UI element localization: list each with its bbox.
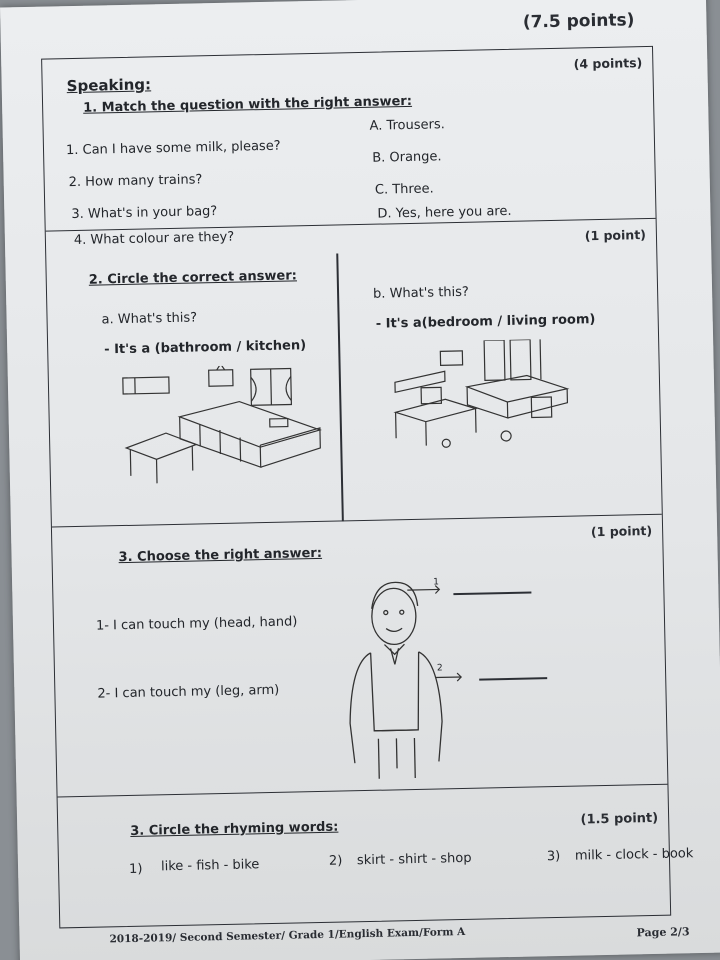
column-divider — [336, 253, 343, 521]
kitchen-illustration — [119, 364, 331, 488]
section-title: Speaking: — [66, 75, 152, 96]
group-2-number: 2) — [328, 853, 343, 869]
question-a: a. What's this? — [101, 310, 198, 328]
total-points: (7.5 points) — [522, 10, 635, 33]
body-item-1: 1- I can touch my (head, hand) — [95, 614, 298, 634]
question-b: b. What's this? — [372, 284, 470, 302]
answer-c: C. Three. — [374, 181, 434, 198]
section-instruction: 3. Circle the rhyming words: — [130, 819, 339, 839]
group-2-words: skirt - shirt - shop — [356, 850, 472, 869]
section-choose-answer — [52, 515, 668, 798]
section-points: (1 point) — [584, 227, 647, 244]
answer-a: A. Trousers. — [369, 117, 445, 134]
answer-b-choice: - It's a(bedroom / living room) — [375, 312, 596, 332]
bedroom-illustration — [380, 339, 572, 463]
question-2: 2. How many trains? — [68, 172, 203, 191]
question-1: 1. Can I have some milk, please? — [65, 138, 281, 159]
answer-d: D. Yes, here you are. — [377, 203, 512, 222]
answer-b: B. Orange. — [372, 149, 442, 166]
section-rhyming-words — [58, 785, 694, 928]
footer-exam-info: 2018-2019/ Second Semester/ Grade 1/English Exam/Form A — [109, 925, 466, 946]
group-1-words: like - fish - bike — [160, 857, 260, 875]
body-item-2: 2- I can touch my (leg, arm) — [97, 682, 280, 702]
section-instruction: 3. Choose the right answer: — [118, 545, 323, 566]
question-4: 4. What colour are they? — [73, 229, 235, 248]
group-3-words: milk - clock - book — [574, 846, 694, 864]
question-3: 3. What's in your bag? — [71, 203, 218, 223]
pointer-label-1: 1 — [433, 577, 440, 588]
section-points: (4 points) — [573, 55, 643, 72]
pointer-label-2: 2 — [436, 663, 443, 674]
section-points: (1.5 point) — [580, 810, 659, 828]
section-instruction: 1. Match the question with the right answer: — [82, 93, 413, 116]
answer-a-choice: - It's a (bathroom / kitchen) — [104, 338, 307, 358]
group-3-number: 3) — [546, 848, 561, 865]
group-1-number: 1) — [128, 861, 143, 877]
page-number: Page 2/3 — [636, 925, 690, 940]
answer-blank-1[interactable] — [453, 591, 531, 594]
section-points: (1 point) — [590, 522, 653, 540]
answer-blank-2[interactable] — [479, 677, 547, 680]
boy-illustration — [343, 567, 478, 790]
section-circle-answer — [46, 219, 662, 528]
exam-frame — [41, 46, 694, 929]
section-instruction: 2. Circle the correct answer: — [88, 268, 298, 288]
